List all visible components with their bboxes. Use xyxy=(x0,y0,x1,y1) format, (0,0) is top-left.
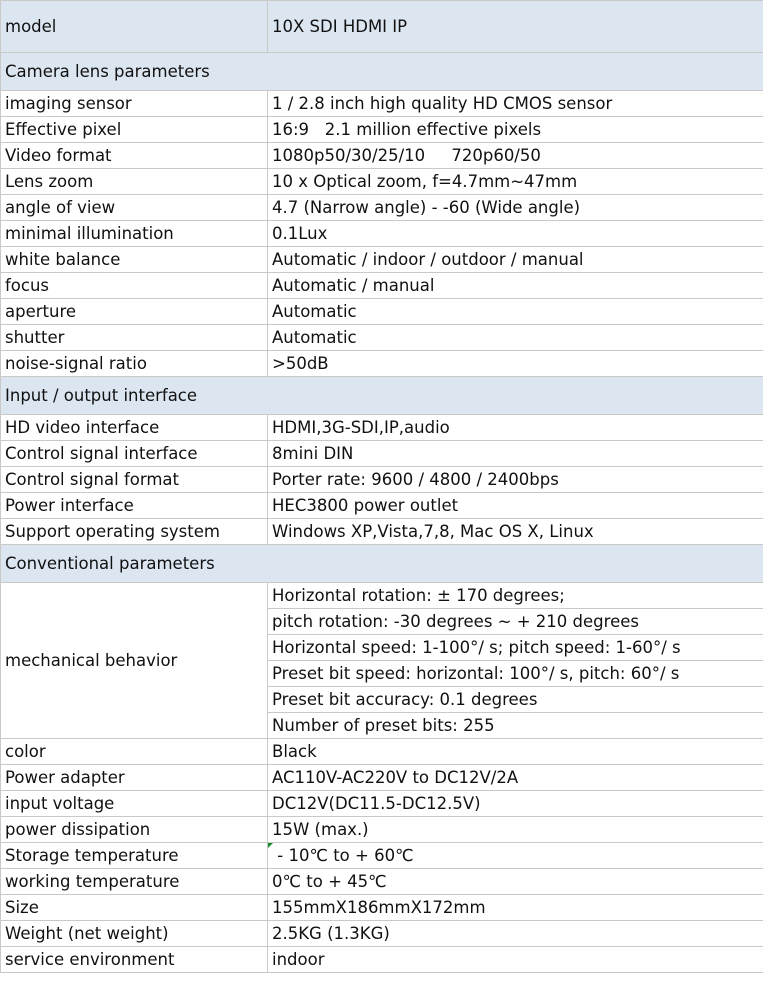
spec-value: 1080p50/30/25/10 720p60/50 xyxy=(268,143,763,169)
spec-value: Black xyxy=(268,739,763,765)
spec-row xyxy=(1,273,763,299)
spec-value: Automatic / manual xyxy=(268,273,763,299)
spec-label: Video format xyxy=(1,143,268,169)
section-header-io xyxy=(1,377,763,415)
spec-row xyxy=(1,467,763,493)
spec-value: Windows XP,Vista,7,8, Mac OS X, Linux xyxy=(268,519,763,545)
spec-label: working temperature xyxy=(1,869,268,895)
spec-value: Automatic xyxy=(268,299,763,325)
spec-value: 155mmX186mmX172mm xyxy=(268,895,763,921)
spec-label: focus xyxy=(1,273,268,299)
spec-label: noise-signal ratio xyxy=(1,351,268,377)
spec-row xyxy=(1,415,763,441)
spec-label: power dissipation xyxy=(1,817,268,843)
spec-value-mechanical: pitch rotation: -30 degrees ~ + 210 degrees xyxy=(268,609,763,635)
spec-row xyxy=(1,791,763,817)
spec-row xyxy=(1,91,763,117)
spec-label: Control signal interface xyxy=(1,441,268,467)
model-label: model xyxy=(1,1,268,53)
spec-row xyxy=(1,221,763,247)
spec-value: 16:9 2.1 million effective pixels xyxy=(268,117,763,143)
spec-row xyxy=(1,739,763,765)
spec-value: - 10℃ to + 60℃ xyxy=(268,843,763,869)
spec-value: indoor xyxy=(268,947,763,973)
spec-value: DC12V(DC11.5-DC12.5V) xyxy=(268,791,763,817)
spec-value-mechanical: Preset bit accuracy: 0.1 degrees xyxy=(268,687,763,713)
spec-row xyxy=(1,247,763,273)
spec-label: Effective pixel xyxy=(1,117,268,143)
spec-row xyxy=(1,117,763,143)
spec-value: Automatic / indoor / outdoor / manual xyxy=(268,247,763,273)
spec-label-mechanical: mechanical behavior xyxy=(1,583,268,739)
spec-label: aperture xyxy=(1,299,268,325)
spec-value-mechanical: Preset bit speed: horizontal: 100°/ s, pitch: 60°/ s xyxy=(268,661,763,687)
section-header-lens xyxy=(1,53,763,91)
spec-row xyxy=(1,869,763,895)
spec-value: Automatic xyxy=(268,325,763,351)
spec-value: HDMI,3G-SDI,IP,audio xyxy=(268,415,763,441)
spec-value-mechanical: Number of preset bits: 255 xyxy=(268,713,763,739)
spec-label: input voltage xyxy=(1,791,268,817)
spec-label: Size xyxy=(1,895,268,921)
spec-value: 0℃ to + 45℃ xyxy=(268,869,763,895)
spec-row xyxy=(1,351,763,377)
spec-label: Control signal format xyxy=(1,467,268,493)
spec-label: imaging sensor xyxy=(1,91,268,117)
model-row xyxy=(1,1,763,53)
spec-label: angle of view xyxy=(1,195,268,221)
spec-value-mechanical: Horizontal speed: 1-100°/ s; pitch speed: 1-60°/ s xyxy=(268,635,763,661)
spec-value: Porter rate: 9600 / 4800 / 2400bps xyxy=(268,467,763,493)
spec-value: >50dB xyxy=(268,351,763,377)
spec-label: white balance xyxy=(1,247,268,273)
spec-label: color xyxy=(1,739,268,765)
section-title-conventional: Conventional parameters xyxy=(1,545,763,583)
spec-row xyxy=(1,493,763,519)
spec-row xyxy=(1,519,763,545)
spec-row xyxy=(1,921,763,947)
spec-label: HD video interface xyxy=(1,415,268,441)
spec-label: shutter xyxy=(1,325,268,351)
spec-row xyxy=(1,817,763,843)
spec-label: service environment xyxy=(1,947,268,973)
spec-value: AC110V-AC220V to DC12V/2A xyxy=(268,765,763,791)
spec-row xyxy=(1,143,763,169)
section-header-conventional xyxy=(1,545,763,583)
spec-label: minimal illumination xyxy=(1,221,268,247)
spec-row xyxy=(1,895,763,921)
spec-label: Power adapter xyxy=(1,765,268,791)
model-value: 10X SDI HDMI IP xyxy=(268,1,763,53)
spec-value: 15W (max.) xyxy=(268,817,763,843)
spec-row xyxy=(1,325,763,351)
spec-value: 8mini DIN xyxy=(268,441,763,467)
spec-value: 2.5KG (1.3KG) xyxy=(268,921,763,947)
spec-label: Power interface xyxy=(1,493,268,519)
spec-row xyxy=(1,195,763,221)
spec-value: HEC3800 power outlet xyxy=(268,493,763,519)
spec-label: Support operating system xyxy=(1,519,268,545)
spec-row-mechanical xyxy=(1,583,763,609)
spec-row xyxy=(1,299,763,325)
spec-row xyxy=(1,947,763,973)
spec-label: Storage temperature xyxy=(1,843,268,869)
spec-value: 0.1Lux xyxy=(268,221,763,247)
spec-label: Lens zoom xyxy=(1,169,268,195)
section-title-io: Input / output interface xyxy=(1,377,763,415)
spec-row xyxy=(1,169,763,195)
spec-value: 4.7 (Narrow angle) - -60 (Wide angle) xyxy=(268,195,763,221)
spec-row xyxy=(1,441,763,467)
spec-row xyxy=(1,843,763,869)
spec-value: 1 / 2.8 inch high quality HD CMOS sensor xyxy=(268,91,763,117)
spec-value-mechanical: Horizontal rotation: ± 170 degrees; xyxy=(268,583,763,609)
spec-label: Weight (net weight) xyxy=(1,921,268,947)
spec-row xyxy=(1,765,763,791)
spec-value: 10 x Optical zoom, f=4.7mm~47mm xyxy=(268,169,763,195)
section-title-lens: Camera lens parameters xyxy=(1,53,763,91)
